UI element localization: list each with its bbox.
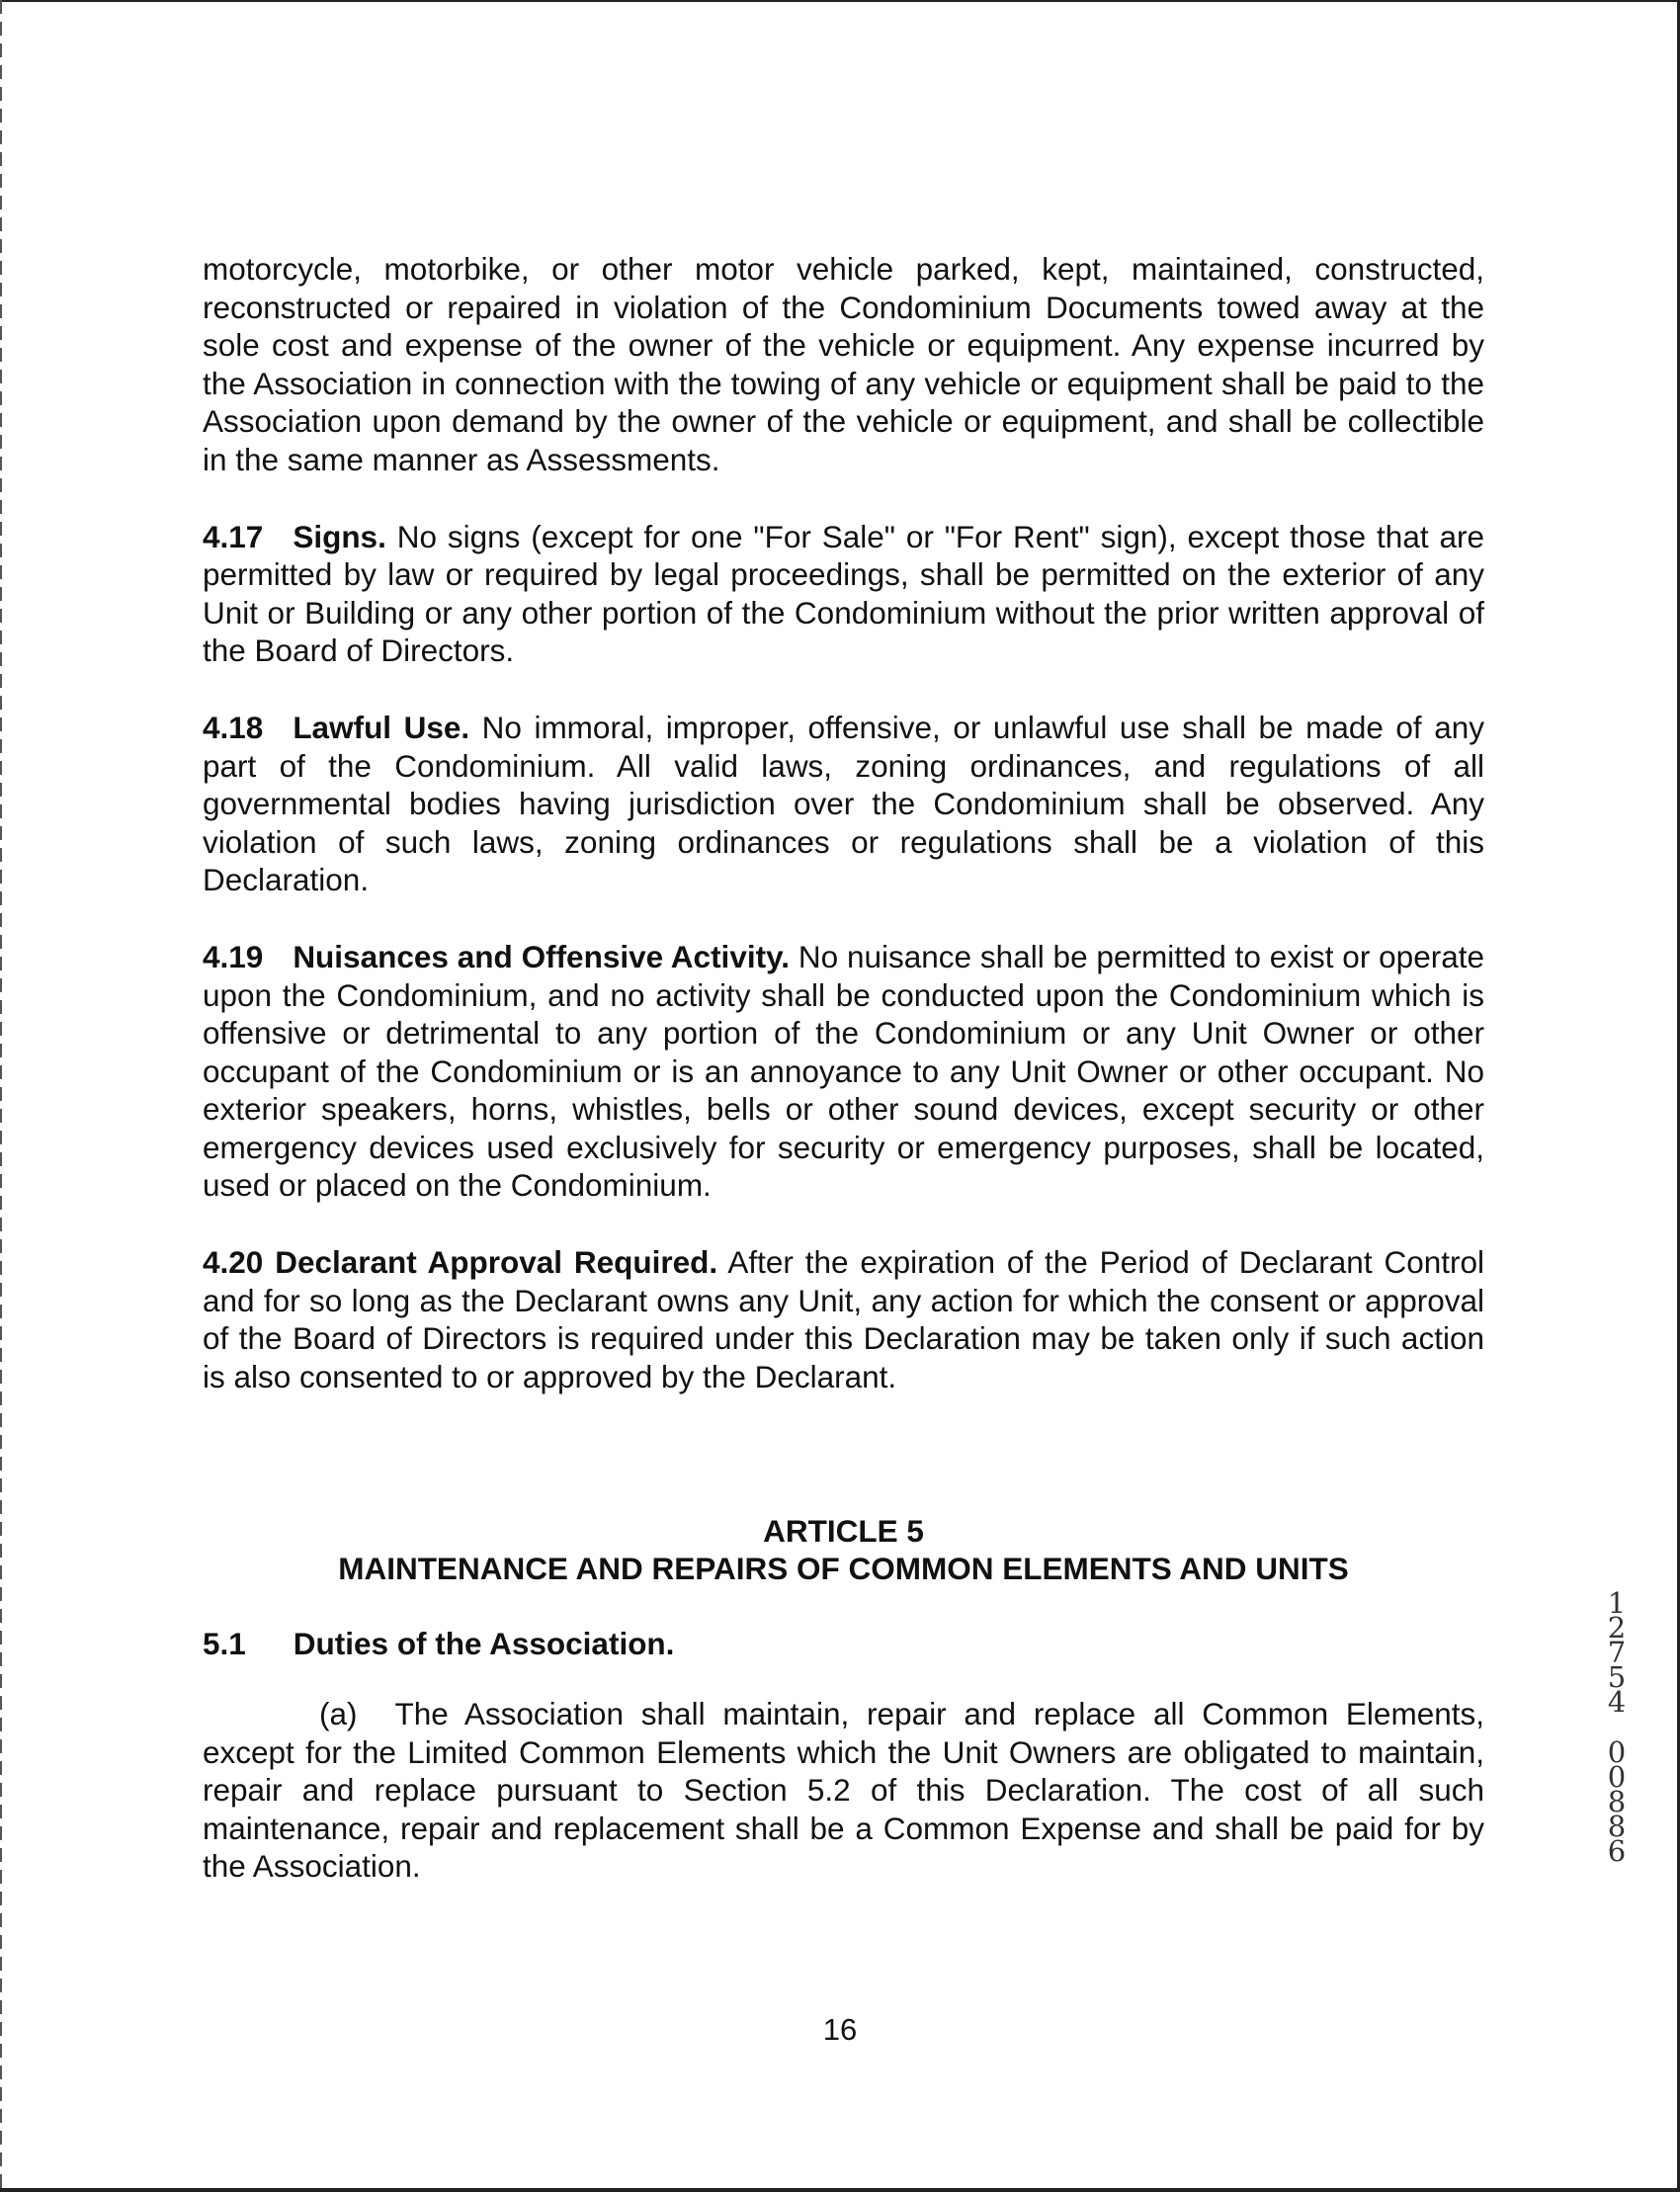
section-title: Declarant Approval Required. [275,1244,718,1281]
article-heading [203,1512,1484,1587]
section-text: No nuisance shall be permitted to exist or operate upon the Condominium, and no activity shall be conducted upon the Condominium which is offensive or detrimental to any portion of the Condominium or any Unit Owner or other occupant of the Condominium or is an annoyance to any Unit Owner or other occupant. No exterior speakers, horns, whistles, bells or other sound devices, except security or other emergency devices used exclusively for security or emergency purposes, shall be located, used or placed on the Condominium. [203,938,1484,1204]
section-title: Nuisances and Offensive Activity. [293,938,791,974]
recording-number-part1: 12754 [1607,1586,1627,1719]
section-4-18 [203,709,1484,899]
section-number: 4.17 [203,518,264,554]
section-text: After the expiration of the Period of Declarant Control and for so long as the Declarant owns any Unit, any action for which the consent or approval of the Board of Directors is required under this Declaration may be taken only if such action is also consented to or approved by the Declarant. [203,1244,1484,1394]
section-number: 4.19 [203,938,264,974]
page-border-left [0,0,2,2192]
section-number: 4.18 [203,709,264,745]
section-title: Lawful Use. [293,709,470,745]
section-text: No immoral, improper, offensive, or unlawful use shall be made of any part of the Condominium. All valid laws, zoning ordinances, and regulations of all governmental bodies having jurisdiction over the Condominium shall be observed. Any violation of such laws, zoning ordinances or regulations shall be a violation of this Declaration. [203,709,1484,898]
subsection-heading [203,1625,1484,1663]
section-4-19 [203,938,1484,1205]
clause-a [203,1695,1484,1886]
article-title: MAINTENANCE AND REPAIRS OF COMMON ELEMENTS AND UNITS [338,1551,1349,1587]
document-body [203,250,1484,1886]
clause-text: The Association shall maintain, repair and replace all Common Elements, except for the Limited Common Elements which the Unit Owners are obligated to maintain, repair and replace pursuant to Section 5.2 of this Declaration. The cost of all such maintenance, repair and replacement shall be a Common Expense and shall be paid for by the Association. [203,1696,1484,1885]
opening-paragraph: motorcycle, motorbike, or other motor vehicle parked, kept, maintained, constructed, reconstructed or repaired in violation of the Condominium Documents towed away at the sole cost and expense of the owner of the vehicle or equipment. Any expense incurred by the Association in connection with the towing of any vehicle or equipment shall be paid to the Association upon demand by the owner of the vehicle or equipment, and shall be collectible in the same manner as Assessments. [203,251,1484,477]
article-label: ARTICLE 5 [763,1513,924,1550]
page-border-top [0,0,1680,2]
section-4-17 [203,518,1484,670]
section-4-20 [203,1243,1484,1395]
subsection-number: 5.1 [203,1626,246,1662]
page-border-bottom [0,2188,1680,2192]
section-title: Signs. [293,518,386,554]
clause-label: (a) [319,1696,358,1732]
section-number: 4.20 [203,1244,264,1281]
page-number: 16 [822,2012,858,2047]
section-text: No signs (except for one "For Sale" or "For Rent" sign), except those that are permitted by law or required by legal proceedings, shall be permitted on the exterior of any Unit or Building or any other portion of the Condominium without the prior written approval of the Board of Directors. [203,518,1484,669]
recording-number-stamp [1603,1586,1631,1868]
recording-number-part2: 00886 [1607,1735,1627,1868]
subsection-title: Duties of the Association. [293,1626,675,1662]
